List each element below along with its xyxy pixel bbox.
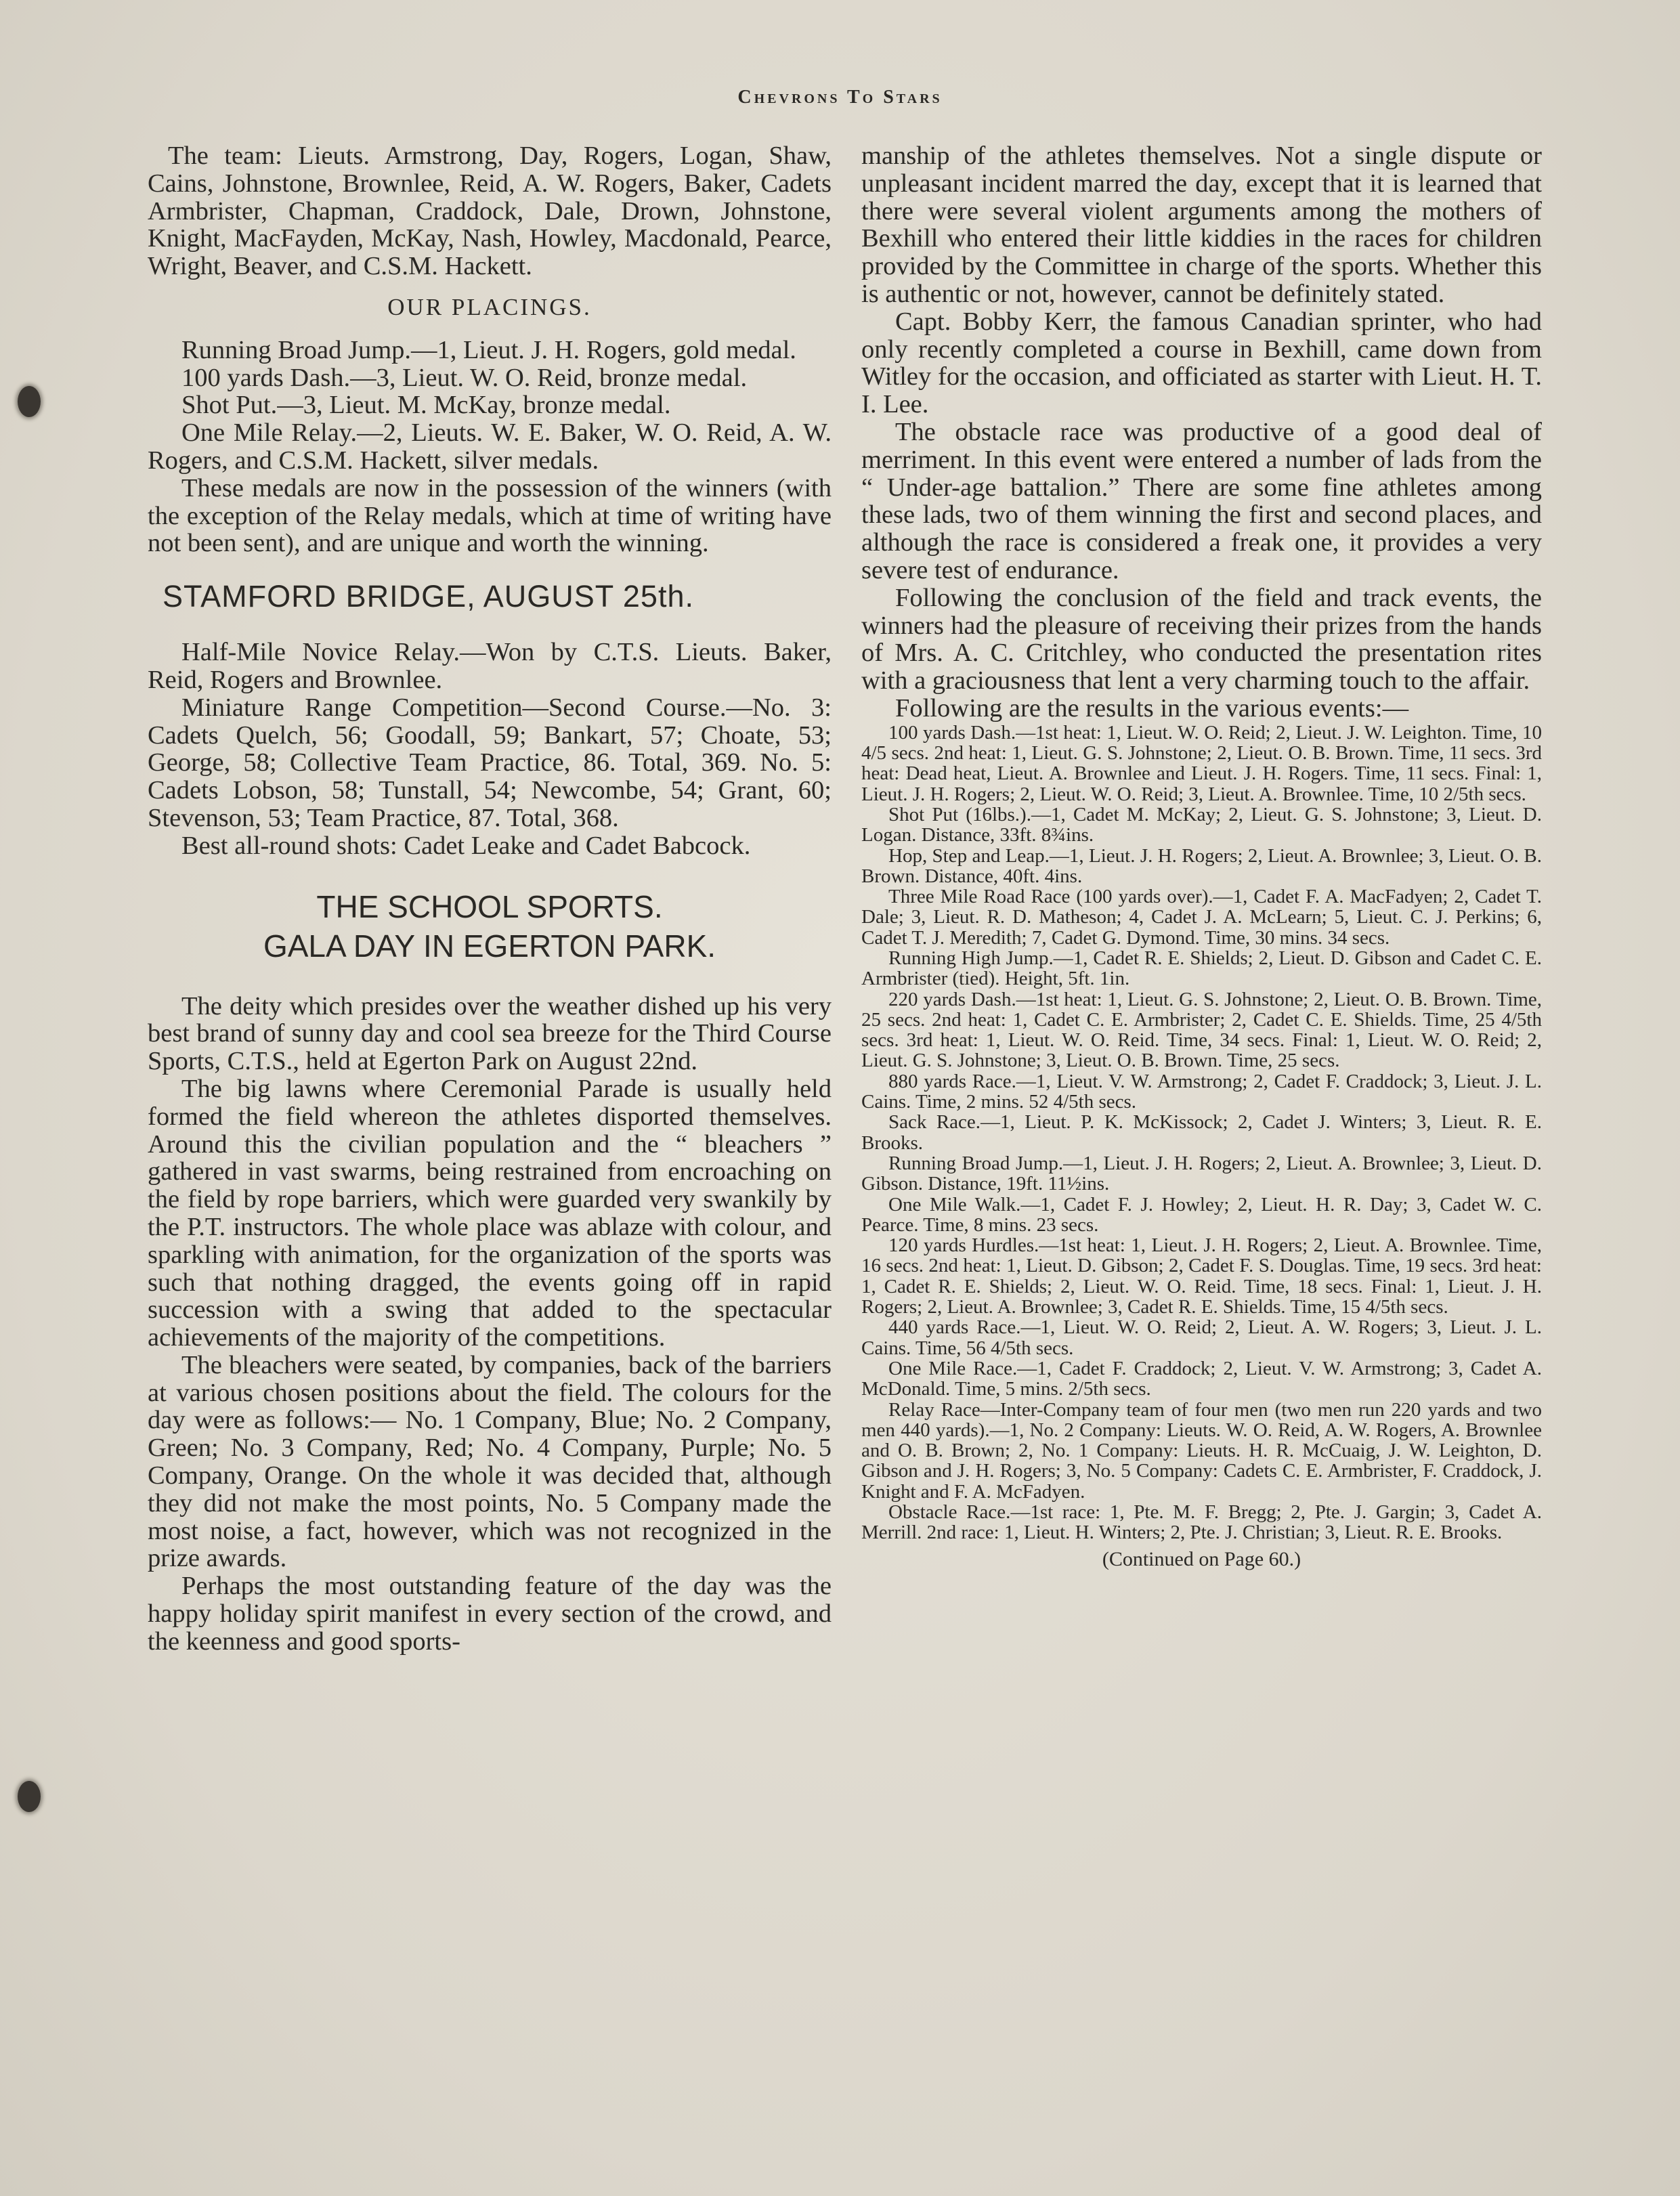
result-item: 220 yards Dash.—1st heat: 1, Lieut. G. S. Johnstone; 2, Lieut. O. B. Brown. Time, 25 secs. 2nd heat: 1, Cadet C. E. Armbrister; 2, Cadet C. E. Shields. Time, 25 4/5th secs. 3rd heat: 1, Lieut. W. O. Reid. Time, 34 secs. Final: 1, Lieut. W. O. Reid; 2, Lieut. G. S. Johnstone; 3, Lieut. O. B. Brown. Time, 25 secs. xyxy=(861,988,1542,1072)
sports-paragraph: The big lawns where Ceremonial Parade is usually held formed the field whereon the athletes disported themselves. Around this the civilian population and the “ bleachers ” gathered in vast swarms, being restrained from encroaching on the field by rope barriers, which were guarded very swankily by the P.T. instructors. The whole place was ablaze with colour, and sparkling with animation, for the organization of the sports was such that nothing dragged, the events going off in rapid succession with a swing that added to the spectacular achievements of the majority of the competitions. xyxy=(148,1074,832,1352)
result-item: Relay Race—Inter-Company team of four men (two men run 220 yards and two men 440 yards).—1, No. 2 Company: Lieuts. W. O. Reid, A. W. Rogers, A. Brownlee and O. B. Brown; 2, No. 1 Company: Lieuts. H. R. McCuaig, J. W. Leighton, D. Gibson and J. H. Rogers; 3, No. 5 Company: Cadets C. E. Armbrister, F. Craddock, J. Knight and F. A. McFadyen. xyxy=(861,1398,1542,1503)
stamford-heading: STAMFORD BRIDGE, AUGUST 25th. xyxy=(163,579,694,614)
sports-paragraph: Perhaps the most outstanding feature of the day was the happy holiday spirit manifest in every section of the crowd, and the keenness and good sports- xyxy=(148,1572,832,1656)
article-paragraph: The obstacle race was productive of a good deal of merriment. In this event were entered a number of lads from the “ Under-age battalion.” There are some fine athletes among these lads, two of them winning the first and second places, and although the race is considered a freak one, it provides a very severe test of endurance. xyxy=(861,417,1542,584)
placing-item: 100 yards Dash.—3, Lieut. W. O. Reid, bronze medal. xyxy=(181,363,748,392)
result-item: Running Broad Jump.—1, Lieut. J. H. Rogers; 2, Lieut. A. Brownlee; 3, Lieut. D. Gibson. Distance, 19ft. 11½ins. xyxy=(861,1152,1542,1195)
result-item: Hop, Step and Leap.—1, Lieut. J. H. Rogers; 2, Lieut. A. Brownlee; 3, Lieut. O. B. Brown. Distance, 40ft. 4ins. xyxy=(861,844,1542,887)
article-paragraph: Following the conclusion of the field and track events, the winners had the pleasure of receiving their prizes from the hands of Mrs. A. C. Critchley, who conducted the presentation rites with a graciousness that lent a very charming touch to the affair. xyxy=(861,583,1542,695)
sports-paragraph: The deity which presides over the weather dished up his very best brand of sunny day and cool sea breeze for the Third Course Sports, C.T.S., held at Egerton Park on August 22nd. xyxy=(148,991,832,1076)
sports-paragraph: The bleachers were seated, by companies, back of the barriers at various chosen positions about the field. The colours for the day were as follows:— No. 1 Company, Blue; No. 2 Company, Green; No. 3 Company, Red; No. 4 Company, Purple; No. 5 Company, Orange. On the whole it was decided that, although they did not make the most points, No. 5 Company made the most noise, a fact, however, which was not recognized in the prize awards. xyxy=(148,1350,832,1573)
article-paragraph: manship of the athletes themselves. Not a single dispute or unpleasant incident marred the day, except that it is learned that there were several violent arguments among the mothers of Bexhill who entered their little kiddies in the races for children provided by the Committee in charge of the sports. Whether this is authentic or not, however, cannot be definitely stated. xyxy=(861,142,1542,308)
left-column xyxy=(148,142,832,1656)
stamford-item: Half-Mile Novice Relay.—Won by C.T.S. Lieuts. Baker, Reid, Rogers and Brownlee. xyxy=(148,638,832,694)
placings-heading: OUR PLACINGS. xyxy=(387,293,592,320)
placing-item: Shot Put.—3, Lieut. M. McKay, bronze medal. xyxy=(181,391,671,420)
team-paragraph: The team: Lieuts. Armstrong, Day, Rogers, Logan, Shaw, Cains, Johnstone, Brownlee, Reid, A. W. Rogers, Baker, Cadets Armbrister, Chapman, Craddock, Dale, Drown, Johnstone, Knight, MacFayden, McKay, Nash, Howley, Macdonald, Pearce, Wright, Beaver, and C.S.M. Hackett. xyxy=(148,142,832,281)
results-list xyxy=(861,723,1542,1543)
result-item: Shot Put (16lbs.).—1, Cadet M. McKay; 2, Lieut. G. S. Johnstone; 3, Lieut. D. Logan. Distance, 33ft. 8¾ins. xyxy=(861,803,1542,846)
punch-hole xyxy=(18,1781,41,1812)
article-paragraph: Capt. Bobby Kerr, the famous Canadian sprinter, who had only recently completed a course in Bexhill, came down from Witley for the occasion, and officiated as starter with Lieut. H. T. I. Lee. xyxy=(861,307,1542,419)
result-item: Running High Jump.—1, Cadet R. E. Shields; 2, Lieut. D. Gibson and Cadet C. E. Armbrister (tied). Height, 5ft. 1in. xyxy=(861,947,1542,990)
result-item: Obstacle Race.—1st race: 1, Pte. M. F. Bregg; 2, Pte. J. Gargin; 3, Cadet A. Merrill. 2nd race: 1, Lieut. H. Winters; 2, Pte. J. Christian; 3, Lieut. R. E. Brooks. xyxy=(861,1501,1542,1544)
result-item: Three Mile Road Race (100 yards over).—1, Cadet F. A. MacFadyen; 2, Cadet T. Dale; 3, Lieut. R. D. Matheson; 4, Cadet J. A. McLearn; 5, Lieut. C. J. Perkins; 6, Cadet T. J. Meredith; 7, Cadet G. Dymond. Time, 30 mins. 34 secs. xyxy=(861,886,1542,949)
result-item: One Mile Walk.—1, Cadet F. J. Howley; 2, Lieut. H. R. Day; 3, Cadet W. C. Pearce. Time, 8 mins. 23 secs. xyxy=(861,1193,1542,1236)
sports-heading xyxy=(148,887,832,966)
article-paragraph: Following are the results in the various events:— xyxy=(895,693,1409,723)
continued-note: (Continued on Page 60.) xyxy=(1102,1547,1301,1570)
result-item: 440 yards Race.—1, Lieut. W. O. Reid; 2, Lieut. A. W. Rogers; 3, Lieut. J. L. Cains. Time, 56 4/5th secs. xyxy=(861,1316,1542,1359)
result-item: One Mile Race.—1, Cadet F. Craddock; 2, Lieut. V. W. Armstrong; 3, Cadet A. McDonald. Time, 5 mins. 2/5th secs. xyxy=(861,1357,1542,1400)
right-column xyxy=(861,142,1542,1573)
result-item: 100 yards Dash.—1st heat: 1, Lieut. W. O. Reid; 2, Lieut. J. W. Leighton. Time, 10 4/5 secs. 2nd heat: 1, Lieut. G. S. Johnstone; 2, Lieut. O. B. Brown. Time, 11 secs. 3rd heat: Dead heat, Lieut. A. Brownlee and Lieut. J. H. Rogers. Time, 11 secs. Final: 1, Lieut. J. H. Rogers; 2, Lieut. W. O. Reid; 3, Lieut. A. Brownlee. Time, 10 2/5th secs. xyxy=(861,721,1542,805)
placing-item: One Mile Relay.—2, Lieuts. W. E. Baker, W. O. Reid, A. W. Rogers, and C.S.M. Hackett, silver medals. xyxy=(148,418,832,475)
running-header: Chevrons To Stars xyxy=(737,87,943,108)
punch-hole xyxy=(18,386,41,417)
stamford-item: Best all-round shots: Cadet Leake and Cadet Babcock. xyxy=(181,831,751,860)
placing-item: These medals are now in the possession of the winners (with the exception of the Relay medals, which at time of writing have not been sent), and are unique and worth the winning. xyxy=(148,473,832,558)
stamford-item: Miniature Range Competition—Second Course.—No. 3: Cadets Quelch, 56; Goodall, 59; Bankart, 57; Choate, 53; George, 58; Collective Team Practice, 86. Total, 369. No. 5: Cadets Lobson, 58; Tunstall, 54; Newcombe, 54; Grant, 60; Stevenson, 53; Team Practice, 87. Total, 368. xyxy=(148,693,832,832)
result-item: 880 yards Race.—1, Lieut. V. W. Armstrong; 2, Cadet F. Craddock; 3, Lieut. J. L. Cains. Time, 2 mins. 52 4/5th secs. xyxy=(861,1070,1542,1113)
sports-heading-line-2: GALA DAY IN EGERTON PARK. xyxy=(263,928,716,964)
placing-item: Running Broad Jump.—1, Lieut. J. H. Rogers, gold medal. xyxy=(181,335,796,364)
sports-heading-line-1: THE SCHOOL SPORTS. xyxy=(316,888,663,924)
result-item: 120 yards Hurdles.—1st heat: 1, Lieut. J. H. Rogers; 2, Lieut. A. Brownlee. Time, 16 secs. 2nd heat: 1, Lieut. D. Gibson; 2, Cadet F. S. Douglas. Time, 19 secs. 3rd heat: 1, Cadet R. E. Shields; 2, Lieut. W. O. Reid. Time, 18 secs. Final: 1, Lieut. J. H. Rogers; 2, Lieut. A. Brownlee; 3, Cadet R. E. Shields. Time, 15 4/5th secs. xyxy=(861,1234,1542,1318)
result-item: Sack Race.—1, Lieut. P. K. McKissock; 2, Cadet J. Winters; 3, Lieut. R. E. Brooks. xyxy=(861,1111,1542,1154)
